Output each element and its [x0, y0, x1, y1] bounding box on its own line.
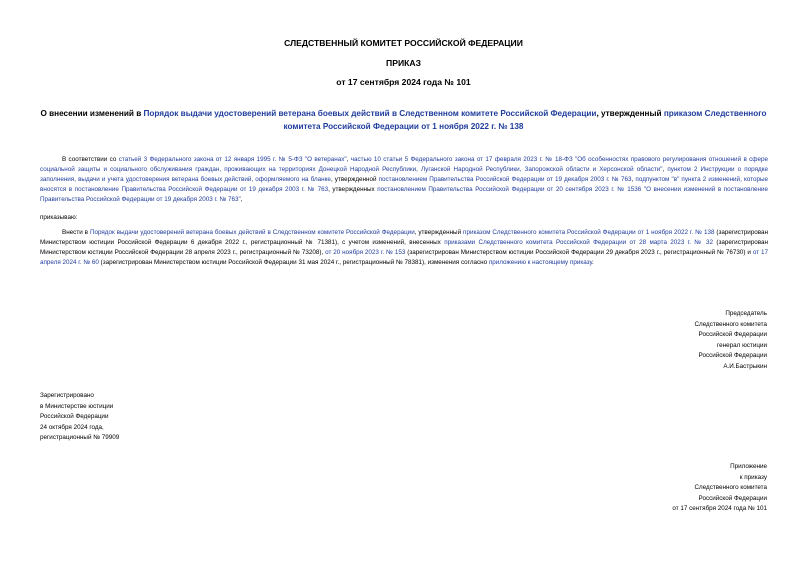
preamble-link-subpoint[interactable]: подпунктом "в" пункта 2 изменений, которые вносятся в постановление Правительства Российской Федерации от 19 декабря 2003 г. № 763 [40, 175, 768, 193]
appendix-line: Российской Федерации [698, 494, 767, 502]
title-text-2: , утвержденный [596, 109, 664, 118]
registration-line: 24 октября 2024 года, [40, 423, 104, 431]
preamble-link-law-18fz[interactable]: частью 10 статьи 5 Федерального закона от 17 февраля 2023 г. № 18-ФЗ "Об особенностях правового регулирования отношений в сфере социальной защиты и социального обслуживания граждан, проживающих на территориях Донецкой Народной Республики, Луганской Народной Республики, Запорожской области и Херсонской области" [40, 156, 768, 173]
preamble-text-5: , [631, 175, 636, 183]
preamble-link-instruction[interactable]: пунктом 2 Инструкции о порядке заполнения, выдачи и учета удостоверения ветерана боевых действий, оформляемого на бланке [40, 165, 768, 183]
signature-line: Председатель [725, 310, 767, 317]
registration-line: Зарегистрировано [40, 392, 94, 399]
preamble-text-4: , утвержденной [330, 175, 379, 183]
body-link-order-60[interactable]: от 17 апреля 2024 г. № 60 [40, 248, 768, 266]
registration-line: регистрационный № 79909 [40, 434, 120, 442]
body-link-appendix[interactable]: приложению к настоящему приказу [488, 258, 593, 266]
preamble-link-resolution-763[interactable]: постановлением Правительства Российской Федерации от 19 декабря 2003 г. № 763 [378, 175, 632, 183]
title-link-order[interactable]: приказом Следственного комитета Российской Федерации от 1 ноября 2022 г. № 138 [283, 109, 767, 131]
registration-line: Российской Федерации [40, 413, 109, 421]
preamble-text-6: , утвержденных [328, 185, 378, 193]
preamble-link-resolution-1536[interactable]: постановлением Правительства Российской Федерации от 20 сентября 2023 г. № 1536 "О внесении изменений в постановление Правительства Российской Федерации от 19 декабря 2003 г. № 763" [40, 185, 768, 203]
preamble-text-2: , [346, 156, 351, 163]
signature-name: А.И.Бастрыкин [723, 362, 767, 370]
title-link-procedure[interactable]: Порядок выдачи удостоверений ветерана боевых действий в Следственном комитете Российской Федерации [143, 109, 597, 118]
body-link-procedure[interactable]: Порядок выдачи удостоверений ветерана боевых действий в Следственном комитете Российской Федерации [89, 229, 415, 236]
signature-line: Российской Федерации [698, 352, 767, 359]
appendix-block [672, 462, 767, 515]
title-text-1: О внесении изменений в [40, 109, 144, 118]
body-text-5: (зарегистрирован Министерством юстиции Российской Федерации 29 декабря 2023 г., регистрационный № 76730) и [405, 248, 753, 256]
preamble-text-1: В соответствии со [62, 156, 119, 163]
preamble-text-3: , [662, 165, 668, 173]
body-text-7: . [592, 258, 594, 266]
body-link-order-32[interactable]: приказами Следственного комитета Российской Федерации от 28 марта 2023 г. № 32 [444, 238, 714, 246]
body-text-3: (зарегистрирован Министерством юстиции Российской Федерации 6 декабря 2022 г., регистрационный № 71381), с учетом изменений, внесенных [40, 229, 768, 246]
preamble-paragraph [40, 155, 768, 205]
appendix-line: к приказу [739, 473, 767, 481]
signature-line: генерал юстиции [717, 341, 767, 349]
appendix-line: от 17 сентября 2024 года № 101 [672, 505, 767, 512]
appendix-line: Приложение [730, 463, 767, 470]
body-text-4: (зарегистрирован Министерством юстиции Российской Федерации 28 апреля 2023 г., регистрационный № 73208), [40, 238, 769, 256]
registration-line: в Министерстве юстиции [40, 402, 114, 410]
org-name: СЛЕДСТВЕННЫЙ КОМИТЕТ РОССИЙСКОЙ ФЕДЕРАЦИИ [284, 38, 523, 48]
signature-line: Следственного комитета [694, 320, 767, 328]
body-text-6: (зарегистрирован Министерством юстиции Российской Федерации 31 мая 2024 г., регистрационный № 78381), изменения согласно [98, 258, 489, 266]
order-word: приказываю: [40, 214, 78, 221]
preamble-text-7: , [240, 195, 243, 203]
body-paragraph [40, 228, 768, 268]
doc-type: ПРИКАЗ [386, 58, 421, 68]
body-text-2: , утвержденный [414, 229, 464, 236]
doc-date-number: от 17 сентября 2024 года № 101 [336, 77, 471, 87]
registration-block [40, 391, 119, 444]
body-text-1: Внести в [62, 229, 90, 236]
signature-line: Российской Федерации [698, 331, 767, 338]
appendix-line: Следственного комитета [694, 484, 767, 491]
body-link-order-153[interactable]: от 20 ноября 2023 г. № 153 [325, 248, 406, 256]
preamble-link-law-veterans[interactable]: статьей 3 Федерального закона от 12 января 1995 г. № 5-ФЗ "О ветеранах" [118, 156, 347, 163]
signature-block [694, 309, 767, 372]
body-link-order-138[interactable]: приказом Следственного комитета Российской Федерации от 1 ноября 2022 г. № 138 [463, 229, 715, 236]
doc-title [40, 108, 767, 133]
